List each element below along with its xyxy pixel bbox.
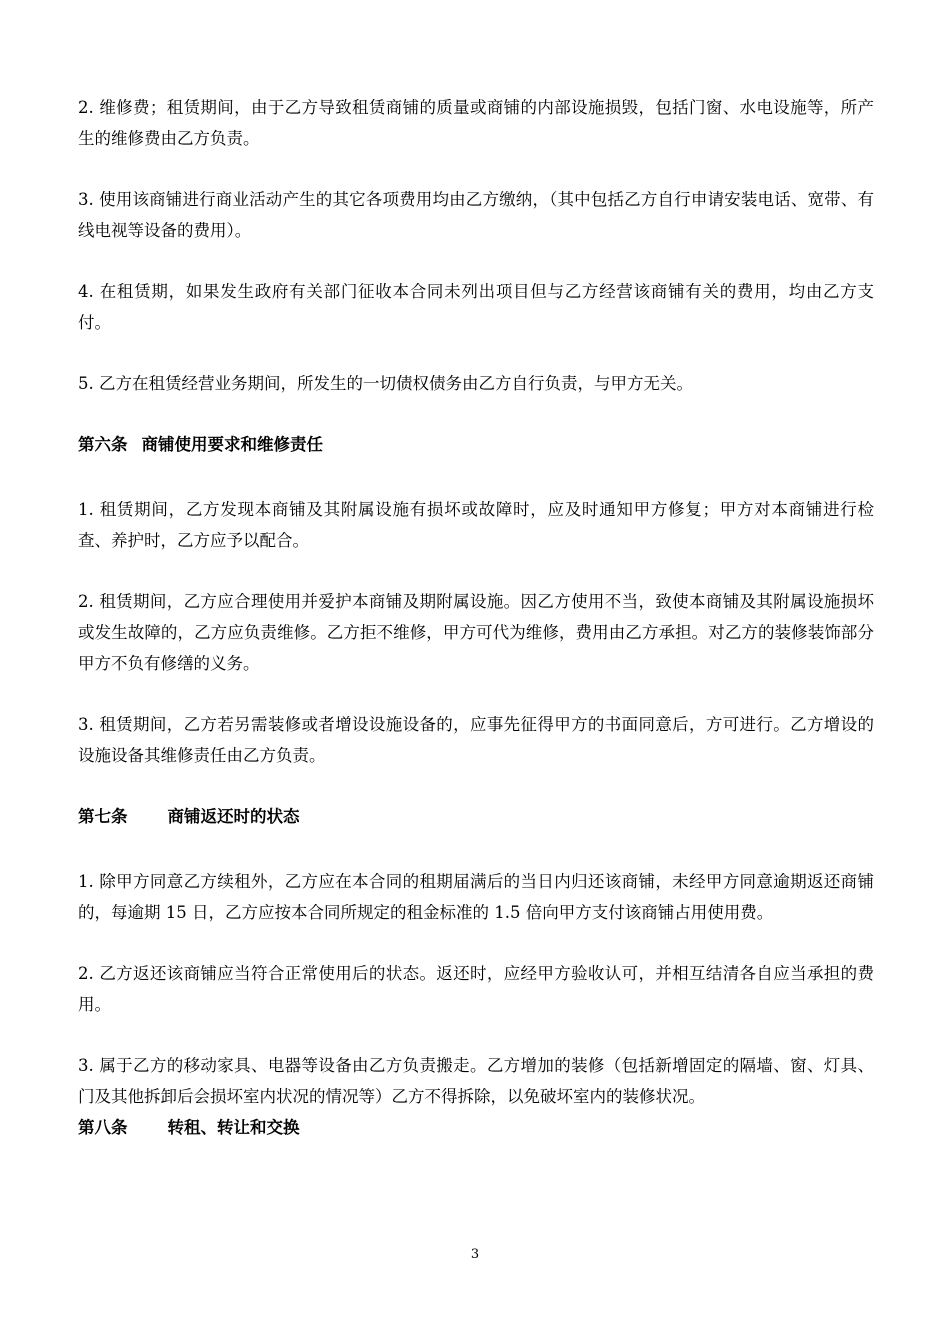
article-number: 第六条 (78, 435, 128, 454)
clause-paragraph: 2. 维修费；租赁期间，由于乙方导致租赁商铺的质量或商铺的内部设施损毁，包括门窗、水电设施等，所产生的维修费由乙方负责。 (78, 98, 874, 148)
clause-paragraph: 1. 租赁期间，乙方发现本商铺及其附属设施有损坏或故障时，应及时通知甲方修复；甲方对本商铺进行检查、养护时，乙方应予以配合。 (78, 500, 874, 550)
clause-paragraph: 3. 使用该商铺进行商业活动产生的其它各项费用均由乙方缴纳，（其中包括乙方自行申请安装电话、宽带、有线电视等设备的费用）。 (78, 190, 874, 240)
clause-paragraph: 1. 除甲方同意乙方续租外，乙方应在本合同的租期届满后的当日内归还该商铺，未经甲方同意逾期返还商铺的，每逾期 15 日，乙方应按本合同所规定的租金标准的 1.5 倍向甲方支付该商铺占用使用费。 (78, 872, 874, 922)
article-title: 商铺使用要求和维修责任 (141, 435, 323, 454)
clause-paragraph: 3. 租赁期间，乙方若另需装修或者增设设施设备的，应事先征得甲方的书面同意后，方可进行。乙方增设的设施设备其维修责任由乙方负责。 (78, 715, 874, 765)
article-title: 转租、转让和交换 (167, 1118, 300, 1137)
article-6-heading (78, 429, 874, 460)
article-8-heading (78, 1112, 874, 1143)
clause-paragraph: 3. 属于乙方的移动家具、电器等设备由乙方负责搬走。乙方增加的装修（包括新增固定的隔墙、窗、灯具、门及其他拆卸后会损坏室内状况的情况等）乙方不得拆除，以免破坏室内的装修状况。 (78, 1056, 874, 1106)
clause-paragraph: 5. 乙方在租赁经营业务期间，所发生的一切债权债务由乙方自行负责，与甲方无关。 (78, 374, 693, 393)
article-number: 第八条 (78, 1118, 128, 1137)
page-number: 3 (470, 1247, 480, 1262)
article-7-heading (78, 801, 874, 832)
article-number: 第七条 (78, 807, 128, 826)
clause-paragraph: 2. 租赁期间，乙方应合理使用并爱护本商铺及期附属设施。因乙方使用不当，致使本商铺及其附属设施损坏或发生故障的，乙方应负责维修。乙方拒不维修，甲方可代为维修，费用由乙方承担。对乙方的装修装饰部分甲方不负有修缮的义务。 (78, 592, 874, 673)
document-body (78, 92, 874, 1143)
clause-paragraph: 2. 乙方返还该商铺应当符合正常使用后的状态。返还时，应经甲方验收认可，并相互结清各自应当承担的费用。 (78, 964, 874, 1014)
article-title: 商铺返还时的状态 (167, 807, 300, 826)
clause-paragraph: 4. 在租赁期，如果发生政府有关部门征收本合同未列出项目但与乙方经营该商铺有关的费用，均由乙方支付。 (78, 282, 874, 332)
